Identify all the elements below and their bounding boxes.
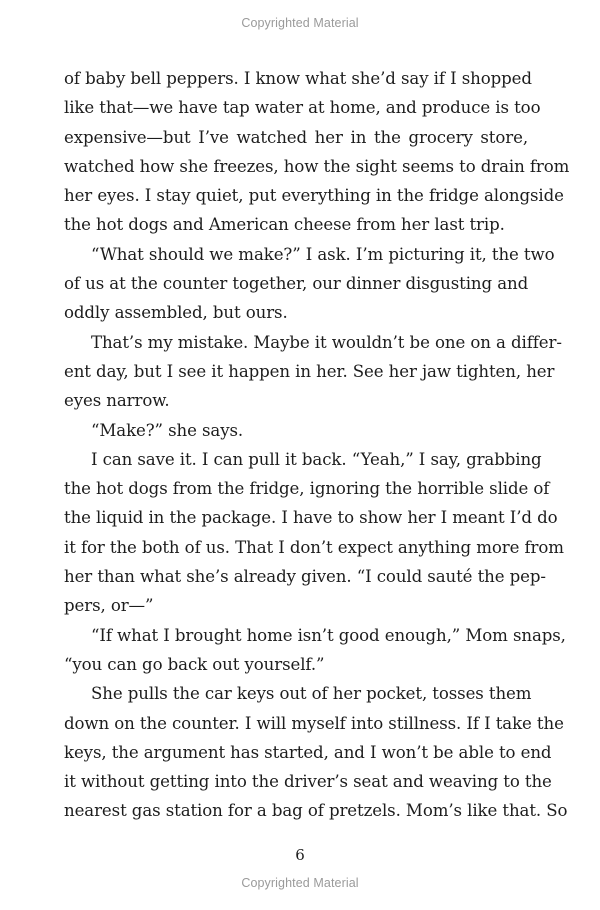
text-line: “What should we make?” I ask. I’m picturing it, the two — [91, 244, 555, 264]
text-line: it without getting into the driver’s seat and weaving to the — [64, 772, 552, 792]
text-line: of us at the counter together, our dinner disgusting and — [64, 274, 529, 294]
text-line: the liquid in the package. I have to show her I meant I’d do — [64, 508, 558, 528]
text-line: like that—we have tap water at home, and produce is too — [64, 98, 541, 118]
text-line: her eyes. I stay quiet, put everything in the fridge alongside — [64, 186, 564, 206]
text-line: eyes narrow. — [64, 391, 170, 411]
text-line: her than what she’s already given. “I could sauté the pep- — [64, 567, 546, 587]
text-line: pers, or—” — [64, 596, 154, 616]
text-line: “Make?” she says. — [91, 420, 244, 440]
text-line: of baby bell peppers. I know what she’d say if I shopped — [64, 69, 532, 88]
text-line: She pulls the car keys out of her pocket, tosses them — [91, 684, 532, 704]
text-line: it for the both of us. That I don’t expect anything more from — [64, 537, 564, 557]
text-line: “If what I brought home isn’t good enough,” Mom snaps, — [91, 625, 566, 645]
text-line: ent day, but I see it happen in her. See her jaw tighten, her — [64, 361, 555, 381]
text-line: nearest gas station for a bag of pretzels. Mom’s like that. So — [64, 801, 568, 821]
text-line: oddly assembled, but ours. — [64, 303, 288, 323]
page-number: 6 — [295, 846, 305, 864]
text-line: watched how she freezes, how the sight seems to drain from — [64, 156, 570, 176]
copyright-watermark-bottom: Copyrighted Material — [241, 876, 359, 890]
text-line: the hot dogs and American cheese from her last trip. — [64, 215, 505, 235]
text-line: That’s my mistake. Maybe it wouldn’t be one on a differ- — [91, 332, 562, 352]
text-line: the hot dogs from the fridge, ignoring the horrible slide of — [64, 479, 550, 499]
text-line: I can save it. I can pull it back. “Yeah,” I say, grabbing — [91, 449, 542, 469]
text-line: down on the counter. I will myself into stillness. If I take the — [64, 713, 564, 733]
copyright-watermark-top: Copyrighted Material — [241, 16, 359, 30]
page-body-text — [64, 64, 570, 826]
text-line: expensive—but I’ve watched her in the grocery store, — [64, 127, 528, 147]
text-line: keys, the argument has started, and I won’t be able to end — [64, 742, 552, 762]
text-line: “you can go back out yourself.” — [64, 654, 325, 674]
